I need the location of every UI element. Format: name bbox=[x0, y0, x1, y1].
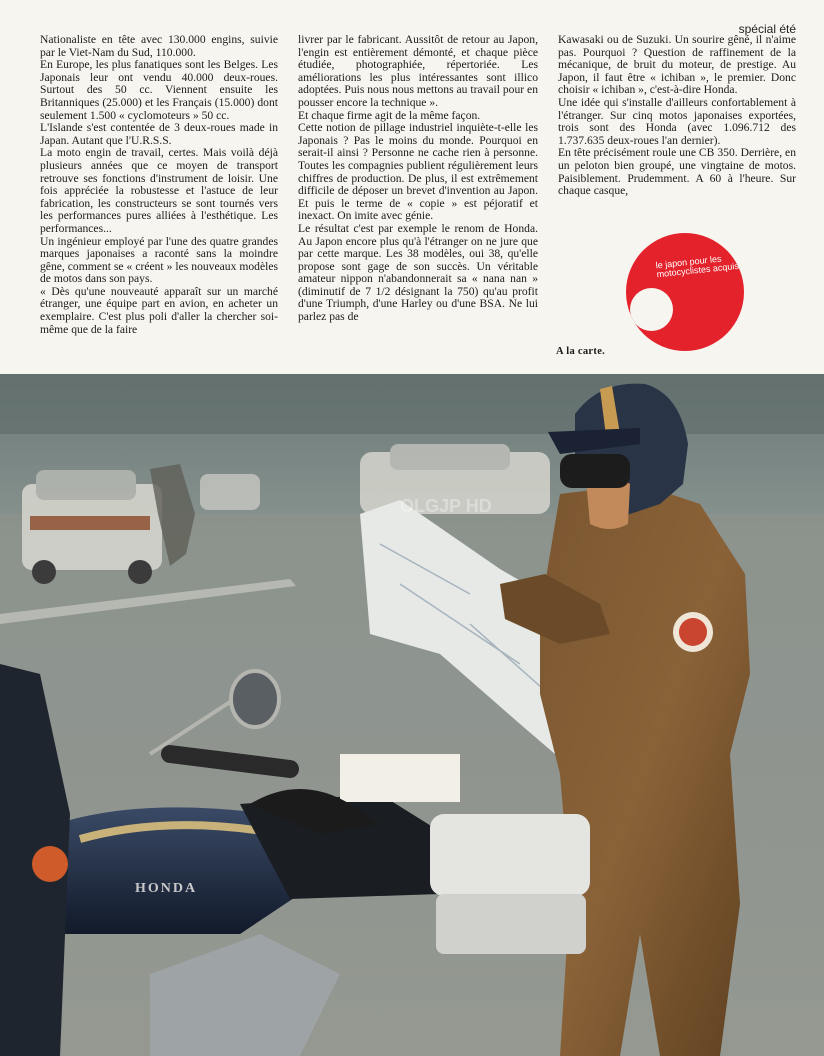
paragraph: La moto engin de travail, certes. Mais voilà déjà plusieurs années que ce moyen de transport retrouve ses fonctions d'instrument de loisir. Une fois appréciée la robustesse et l'astuce de leur fabrication, les constructeurs se sont tournés vers les performances pures alliées à l'esthétique. Les performances... bbox=[40, 146, 278, 235]
paragraph: Et chaque firme agit de la même façon. bbox=[298, 108, 481, 122]
logo-hole bbox=[630, 288, 673, 331]
tank-brand: HONDA bbox=[135, 881, 198, 896]
paragraph: Un ingénieur employé par l'une des quatre grandes marques japonaises a raconté sans la moindre gêne, comment se « créent » les nouveaux modèles de motos dans son pays. bbox=[40, 234, 278, 286]
paragraph: Une idée qui s'installe d'ailleurs confortablement à l'étranger. Sur cinq motos japonaises exportées, trois sont des Honda (avec 1.096.712 des 1.737.635 deux-roues l'an dernier). bbox=[558, 95, 796, 147]
paragraph: Cette notion de pillage industriel inquiète-t-elle les Japonais ? Pas le moins du monde. Pourquoi en serait-il ainsi ? Personne ne cache rien à personne. Toutes les compagnies publient régulièrement leurs chiffres de production. De plus, il est extrêmement difficile de déposer un brevet d'invention au Japon. Et puis le terme de « copie » est péjoratif et inexact. On imite avec génie. bbox=[298, 121, 538, 223]
section-header: spécial été bbox=[738, 22, 796, 36]
paragraph: En tête précisément roule une CB 350. Derrière, en un peloton bien groupé, une vingtaine de motos. Paisiblement. Prudemment. A 60 à l'heure. Sur chaque casque, bbox=[558, 146, 796, 198]
japon-logo bbox=[626, 233, 744, 351]
paragraph: Le résultat c'est par exemple le renom de Honda. Au Japon encore plus qu'à l'étranger on ne jure que par cette marque. Les 38 modèles, oui 38, qu'elle propose sont gage de son succès. Un véritable amateur nippon n'abandonnerait sa « nana nan » (diminutif de 7 1/2 désignant la 750) qu'au profit d'une Triumph, d'une Harley ou d'une BSA. Ne lui parlez pas de bbox=[298, 221, 538, 324]
text-column-2 bbox=[298, 34, 538, 324]
paragraph: Kawasaki ou de Suzuki. Un sourire gêné, il n'aime pas. Pourquoi ? Question de raffinement de la mécanique, de bruit du moteur, de prestige. Au Japon, il faut être « ichiban », le premier. Donc choisir « ichiban », c'est-à-dire Honda. bbox=[558, 33, 796, 97]
text-column-1 bbox=[40, 34, 278, 336]
paragraph: livrer par le fabricant. Aussitôt de retour au Japon, l'engin est entièrement démonté, et chaque pièce étudiée, photographiée, répertoriée. Les améliorations les plus intéressantes sont illico adoptées. Puis nous nous mettons au travail pour en pousser encore la technique ». bbox=[298, 33, 538, 109]
photo-watermark: OLGJP HD bbox=[400, 496, 492, 516]
paragraph: L'Islande s'est contentée de 3 deux-roues made in Japan. Autant que l'U.R.S.S. bbox=[40, 121, 278, 147]
photo-caption: A la carte. bbox=[556, 346, 606, 357]
paragraph: En Europe, les plus fanatiques sont les Belges. Les Japonais leur ont vendu 40.000 deux-roues. Surtout des 50 cc. Viennent ensuite les Britanniques (25.000) et les Français (15.000) dont seulement 1.500 « cyclomoteurs » 50 cc. bbox=[40, 58, 278, 122]
paragraph: « Dès qu'une nouveauté apparaît sur un marché étranger, une équipe part en avion, en acheter un exemplaire. C'est plus poli d'aller la chercher soi-même que de la faire bbox=[40, 284, 278, 336]
text-column-3 bbox=[558, 34, 796, 198]
logo-text: le japon pour les motocyclistes acquis bbox=[655, 253, 740, 280]
motorcyclist-photo bbox=[0, 374, 824, 1056]
paragraph: Nationaliste en tête avec 130.000 engins, suivie par le Viet-Nam du Sud, 110.000. bbox=[40, 33, 278, 59]
